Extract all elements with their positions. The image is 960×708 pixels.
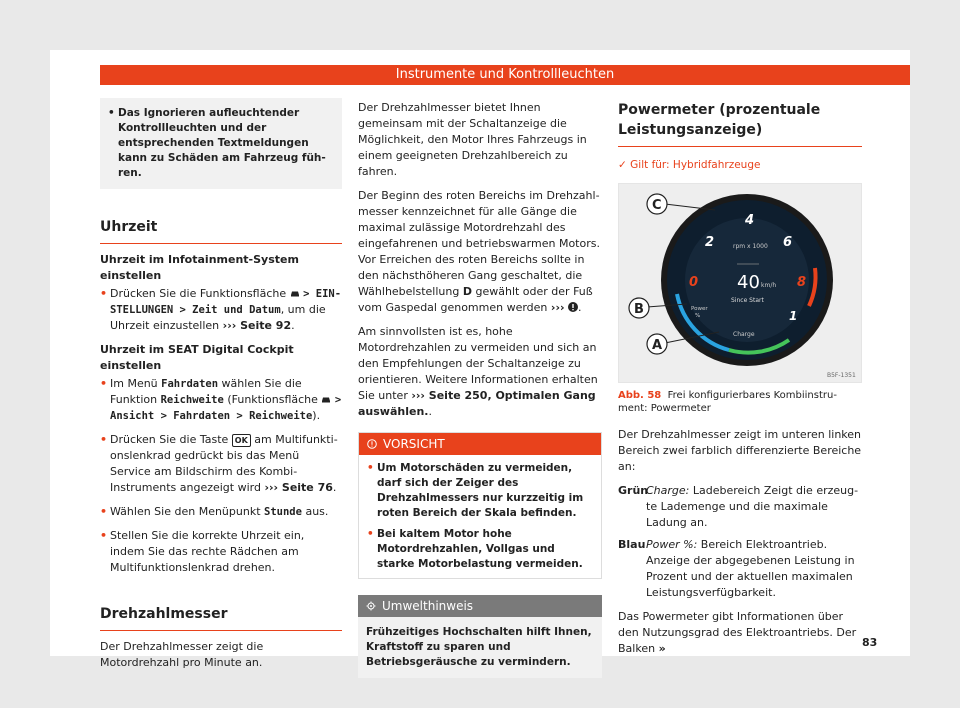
speed-unit: km/h (761, 282, 777, 289)
validity-note: ✓ Gilt für: Hybridfahrzeuge (618, 159, 761, 171)
tick-0: 0 (689, 275, 699, 290)
speed-value: 40 (737, 272, 760, 293)
powermeter-paragraph-2: Das Powermeter gibt Informationen über den Nutzungsgrad des Elektroantriebs. Der Balken » (618, 610, 857, 655)
warning-box (358, 432, 602, 579)
powermeter-title: Powermeter (prozentuale Leistungsanzeige) (618, 100, 862, 147)
definition-blue: Blau Power %: Bereich Elektroantrieb. Anzeige der abgegebenen Leistung in Prozent und der aktuellen maximalen Leistungsverfügbarkeit. (618, 538, 855, 599)
color-definition-list (618, 483, 862, 601)
tick-4: 4 (745, 213, 755, 228)
manual-page (50, 50, 910, 669)
environment-header: Umwelthinweis (358, 595, 602, 617)
continued-icon: » (658, 642, 666, 655)
page-link[interactable]: ››› Seite 76 (264, 481, 333, 494)
tick-6: 6 (783, 235, 793, 250)
page-header: Instrumente und Kontrollleuchten (100, 65, 910, 85)
cockpit-step-3: • Wählen Sie den Menüpunkt Stunde aus. (100, 504, 342, 520)
power-label: Power (691, 306, 708, 312)
warning-link[interactable]: ››› (550, 301, 565, 314)
column-middle (358, 100, 602, 678)
cockpit-heading: Uhrzeit im SEAT Digital Cockpit einstellen (100, 343, 294, 372)
environment-body: Frühzeitiges Hochschalten hilft Ihnen, Kraftstoff zu sparen und Betriebsgeräusche zu vermindern. (358, 617, 602, 678)
definition-green: Grün Charge: Ladebereich Zeigt die erzeugte Lademenge und die maximale Ladung an. (618, 484, 859, 529)
note-text: • Das Ignorieren aufleuchtender Kontrollleuchten und der entsprechenden Textmeldungen kann zu Schäden am Fahrzeug führen. (108, 106, 334, 181)
infotainment-step: • Drücken Sie die Funktionsfläche > EINSTELLUNGEN > Zeit und Datum, um die Uhrzeit einzustellen ››› Seite 92. (100, 286, 342, 334)
infotainment-heading: Uhrzeit im Infotainment-System einstellen (100, 253, 299, 282)
cockpit-step-4: • Stellen Sie die korrekte Uhrzeit ein, indem Sie das rechte Rädchen am Multifunktionslenkrad drehen. (100, 528, 342, 576)
rpm-paragraph-3: Am sinnvollsten ist es, hohe Motordrehzahlen zu vermeiden und sich an den Empfehlungen der Schaltanzeige zu orientieren. Weitere Informationen erhalten Sie unter ››› Seite 250, Optimalen Gang auswählen.. (358, 325, 598, 418)
tick-2: 2 (705, 235, 715, 250)
label-a: A (652, 338, 663, 353)
label-b: B (634, 302, 644, 317)
warning-icon (367, 439, 377, 449)
page-link[interactable]: ››› Seite 92 (222, 319, 292, 332)
instrument-cluster-illustration (619, 184, 861, 382)
charge-label: Charge (733, 331, 755, 338)
since-start: Since Start (731, 297, 764, 304)
cockpit-step-2: • Drücken Sie die Taste OK am Multifunktionslenkrad gedrückt bis das Menü Service am Bildschirm des Kombi-Instruments angezeigt wird ››› Seite 76. (100, 432, 342, 496)
powermeter-intro: Der Drehzahlmesser zeigt im unteren linken Bereich zwei farblich differenzierte Bereiche an: (618, 428, 862, 473)
car-icon (290, 288, 300, 298)
figure-caption: Abb. 58 Frei konfigurierbares Kombiinstrument: Powermeter (618, 390, 837, 414)
rpm-paragraph-1: Der Drehzahlmesser bietet Ihnen gemeinsam mit der Schaltanzeige die Möglichkeit, den Motor Ihres Fahrzeugs in einem geeigneten Drehzahlbereich zu fahren. (358, 101, 587, 178)
column-right (618, 100, 862, 665)
warning-item: • Um Motorschäden zu vermeiden, darf sich der Zeiger des Drehzahlmessers nur kurzzeitig im roten Bereich der Skala befinden. (367, 461, 593, 521)
warning-circle-icon (568, 302, 578, 312)
section-title-uhrzeit: Uhrzeit (100, 219, 342, 244)
figure-code: B5F-1351 (827, 372, 856, 379)
leaf-icon (366, 601, 376, 611)
rpm-text: Der Drehzahlmesser zeigt die Motordrehzahl pro Minute an. (100, 640, 264, 669)
warning-body (359, 455, 601, 578)
warning-header: VORSICHT (359, 433, 601, 455)
powermeter-figure (618, 183, 862, 383)
rpm-unit: rpm x 1000 (733, 243, 768, 250)
tick-1: 1 (789, 309, 798, 323)
note-box (100, 98, 342, 189)
power-percent: % (695, 313, 701, 319)
car-icon (321, 394, 331, 404)
page-number: 83 (862, 636, 878, 649)
tick-8: 8 (797, 275, 807, 290)
section-title-drehzahlmesser: Drehzahlmesser (100, 606, 342, 631)
rpm-paragraph-2: Der Beginn des roten Bereichs im Drehzahlmesser kennzeichnet für alle Gänge die maximal zulässige Motordrehzahl des eingefahrenen und betriebswarmen Motors. Vor Erreichen des roten Bereichs sollte in den nächsthöheren Gang geschaltet, die Wählhebelstellung D gewählt oder der Fuß vom Gaspedal genommen werden ››› . (358, 189, 600, 314)
ok-key-icon: OK (232, 434, 251, 447)
cockpit-step-1: • Im Menü Fahrdaten wählen Sie die Funktion Reichweite (Funktionsfläche > Ansicht > Fahrdaten > Reichweite). (100, 376, 342, 424)
page-link[interactable]: ››› Seite 250, Optimalen Gang auswählen. (358, 389, 596, 418)
column-left (100, 100, 342, 679)
warning-item: • Bei kaltem Motor hohe Motordrehzahlen, Vollgas und starke Motorbelastung vermeiden. (367, 527, 593, 572)
label-c: C (652, 198, 662, 213)
